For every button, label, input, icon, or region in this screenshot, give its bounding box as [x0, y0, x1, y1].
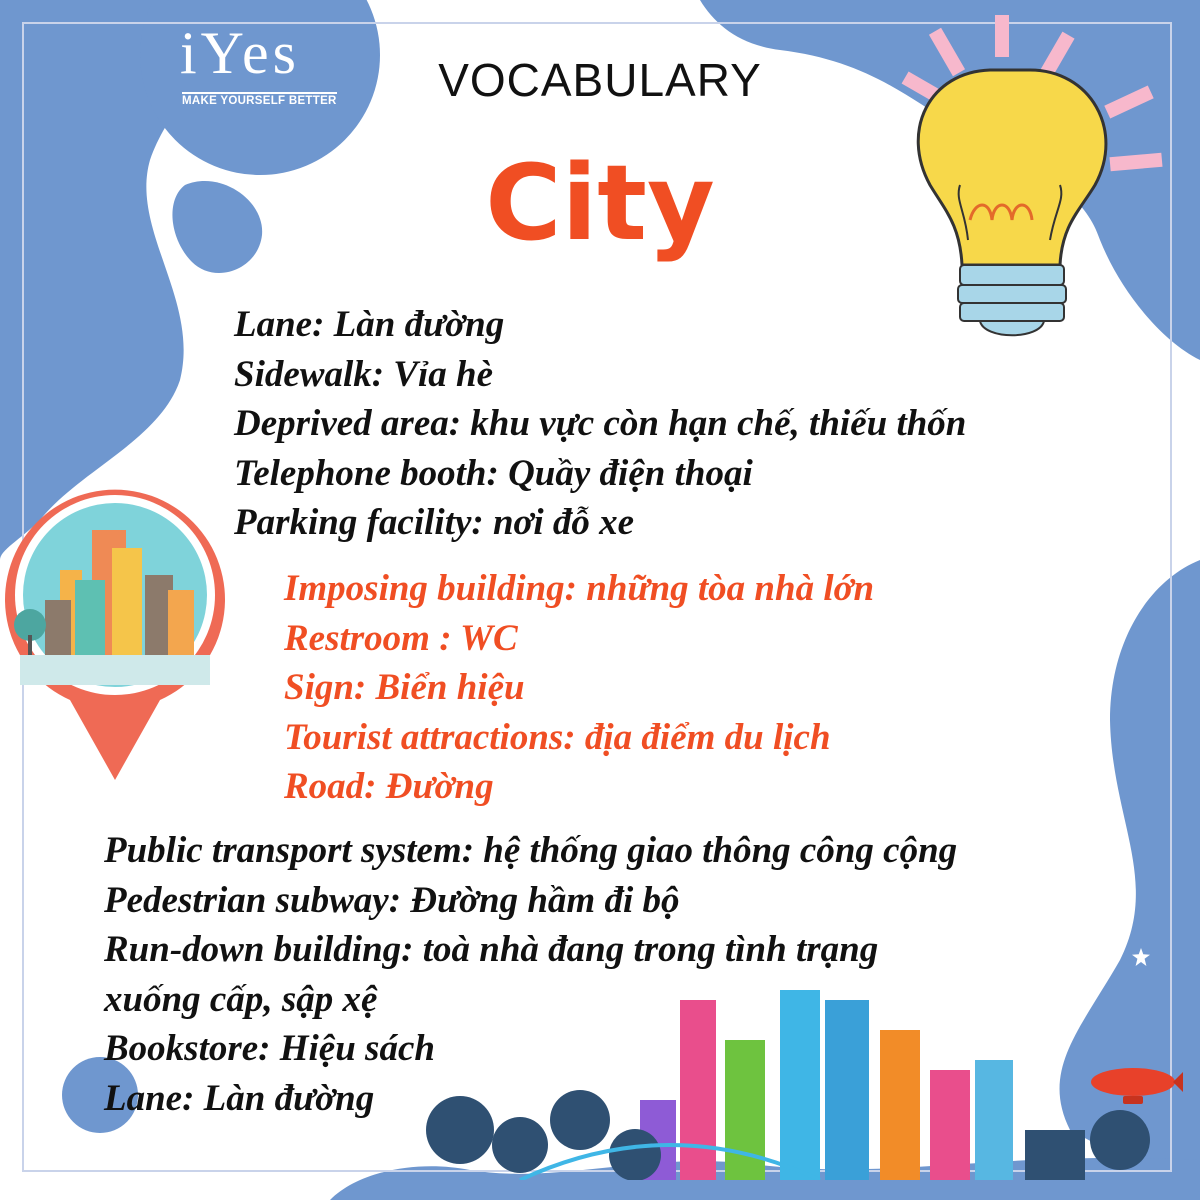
vocab-item: Sign: Biển hiệu — [284, 667, 525, 708]
vocab-item: Restroom : WC — [284, 617, 518, 659]
brand-name: iYes — [180, 20, 300, 86]
vocab-group-2 — [284, 564, 874, 812]
vocab-item: Run-down building: toà nhà đang trong tình trạng — [104, 929, 879, 970]
vocab-item: Lane: Làn đường — [104, 1077, 375, 1119]
vocab-group-1 — [234, 300, 966, 548]
page-title: City — [485, 142, 715, 264]
vocab-item: Pedestrian subway: Đường hầm đi bộ — [104, 879, 680, 921]
star-icon — [1132, 948, 1150, 966]
vocab-item: Road: Đường — [284, 766, 494, 807]
vocab-item: Tourist attractions: địa điểm du lịch — [284, 716, 831, 758]
airship-icon — [1085, 1062, 1185, 1112]
vocab-item-continuation: xuống cấp, sập xệ — [104, 978, 378, 1020]
vocab-group-3 — [104, 826, 957, 1123]
vocab-item: Bookstore: Hiệu sách — [104, 1028, 435, 1069]
vocab-item: Deprived area: khu vực còn hạn chế, thiếu thốn — [234, 403, 967, 444]
vocab-item: Parking facility: nơi đỗ xe — [234, 502, 635, 543]
vocab-item: Telephone booth: Quầy điện thoại — [234, 452, 753, 494]
light-bulb-icon — [900, 10, 1190, 350]
vocab-item: Imposing building: những tòa nhà lớn — [284, 568, 875, 609]
vocab-item: Lane: Làn đường — [234, 304, 505, 345]
page-heading: VOCABULARY — [438, 54, 762, 106]
vocab-item: Public transport system: hệ thống giao thông công cộng — [104, 830, 958, 871]
vocab-item: Sidewalk: Vỉa hè — [234, 353, 494, 395]
brand-tagline: MAKE YOURSELF BETTER — [182, 92, 337, 107]
bulb-base — [958, 265, 1066, 335]
city-map-pin-icon — [0, 480, 230, 780]
bulb-glass — [918, 70, 1106, 265]
